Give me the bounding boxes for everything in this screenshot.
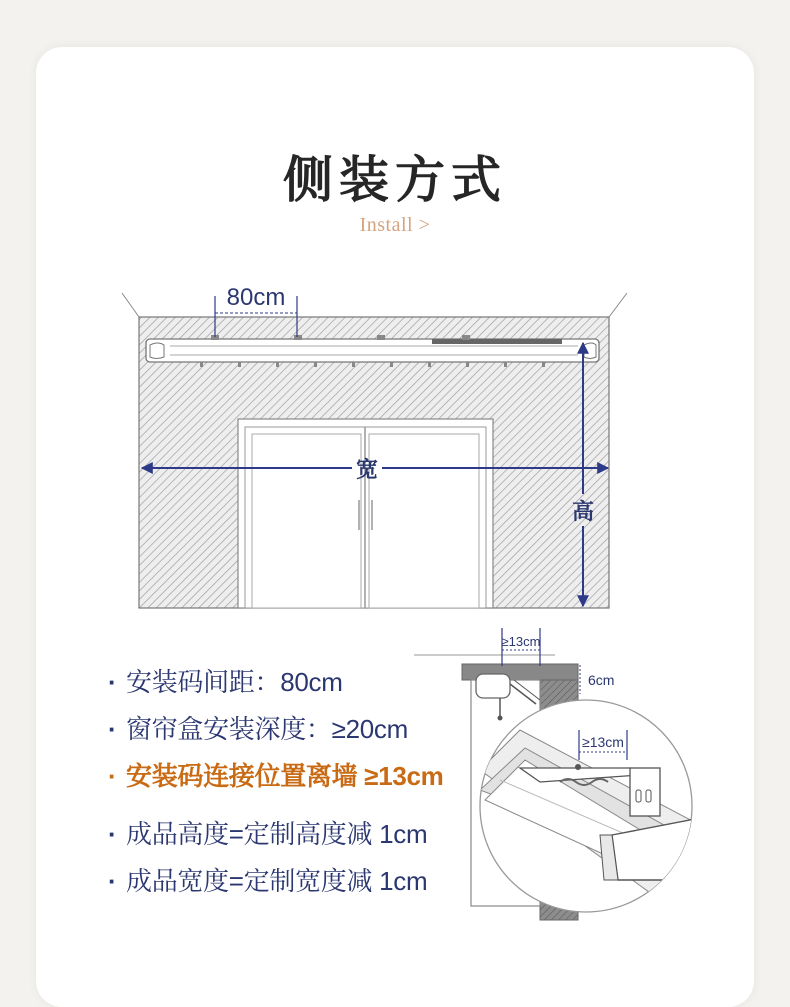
track-profile (476, 674, 510, 698)
bullet: · (108, 714, 117, 744)
spec-item-spacing (108, 662, 343, 699)
bullet: · (108, 667, 117, 697)
bullet: · (108, 761, 117, 791)
spec-item-width (108, 861, 427, 898)
perspective-line-left (122, 293, 139, 317)
spacing-label: 80cm (226, 284, 286, 311)
install-link[interactable]: Install > (359, 214, 431, 236)
clearance-top-label: ≥13cm (501, 634, 541, 649)
spec-text: 成品高度=定制高度减 1cm (126, 819, 428, 849)
spec-text: 成品宽度=定制宽度减 1cm (126, 866, 428, 896)
front-view (122, 284, 627, 608)
perspective-line-right (609, 293, 627, 317)
box-depth-label: 6cm (588, 672, 615, 688)
height-label: 高 (571, 500, 595, 525)
spec-text: 窗帘盒安装深度：≥20cm (126, 714, 408, 744)
side-detail (414, 628, 700, 920)
spec-text: 安装码间距：80cm (126, 667, 343, 697)
spec-text: 安装码连接位置离墙 ≥13cm (126, 761, 444, 791)
page-title: 侧装方式 (283, 150, 507, 209)
bullet: · (108, 866, 117, 896)
spec-item-height (108, 814, 427, 851)
width-label: 宽 (355, 458, 379, 483)
clearance-zoom-label: ≥13cm (582, 734, 624, 750)
spec-item-wall-clearance (108, 756, 444, 793)
window (238, 419, 493, 608)
curtain-track (146, 335, 599, 367)
bullet: · (108, 819, 117, 849)
spec-item-box-depth (108, 709, 408, 746)
